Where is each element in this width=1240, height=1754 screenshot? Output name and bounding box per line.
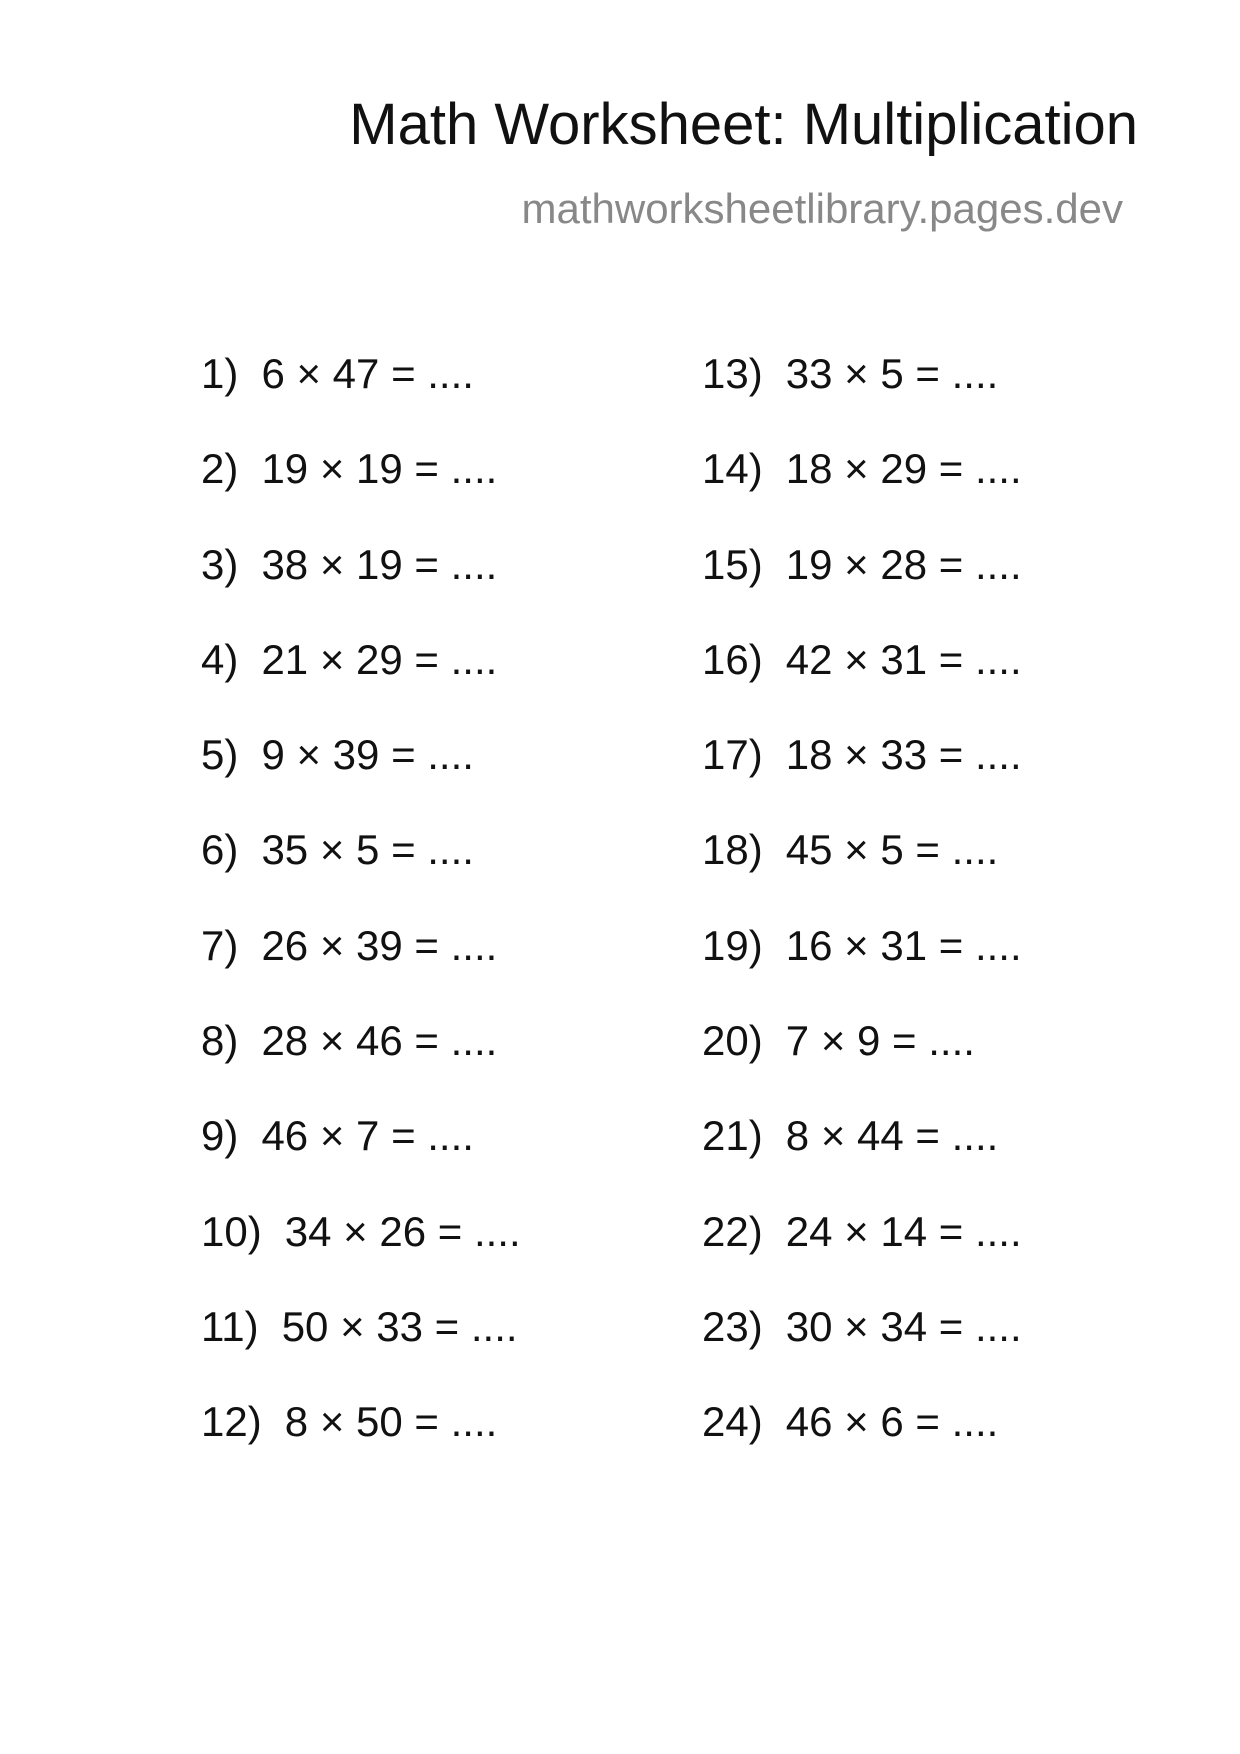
problem-expression: 45 × 5 = ....	[785, 826, 999, 874]
problem-item	[702, 540, 1182, 639]
problem-expression: 42 × 31 = ....	[785, 635, 1022, 683]
problem-item	[702, 1112, 1182, 1210]
problem-expression: 19 × 28 = ....	[785, 540, 1022, 588]
problem-item	[702, 635, 1182, 734]
problem-column-left	[201, 350, 681, 1497]
problem-expression: 6 × 47 = ....	[261, 350, 474, 397]
problem-item	[702, 826, 1182, 924]
problem-item	[702, 350, 1182, 448]
problem-expression: 18 × 29 = ....	[785, 445, 1022, 493]
problem-number: 20)	[702, 1017, 763, 1065]
problem-number: 3)	[201, 540, 239, 588]
problem-item	[201, 731, 681, 829]
problem-item	[702, 445, 1182, 543]
problem-expression: 33 × 5 = ....	[785, 350, 999, 397]
problem-number: 21)	[702, 1112, 763, 1160]
problem-item	[201, 921, 681, 1020]
problem-number: 5)	[201, 731, 239, 779]
problem-number: 6)	[201, 826, 239, 874]
problem-expression: 18 × 33 = ....	[785, 731, 1022, 779]
problem-number: 2)	[201, 445, 239, 493]
problem-item	[702, 1207, 1182, 1306]
problem-item	[702, 921, 1182, 1020]
problem-item	[702, 1302, 1182, 1401]
problem-item	[201, 1112, 681, 1210]
problem-number: 23)	[702, 1302, 763, 1350]
problem-expression: 34 × 26 = ....	[284, 1207, 521, 1255]
problem-item	[201, 1207, 681, 1306]
problem-item	[201, 826, 681, 924]
problem-number: 13)	[702, 350, 763, 397]
problem-number: 11)	[201, 1302, 259, 1350]
problem-item	[702, 731, 1182, 829]
problem-item	[702, 1398, 1182, 1496]
problem-item	[201, 445, 681, 543]
problem-expression: 38 × 19 = ....	[261, 540, 498, 588]
worksheet-source: mathworksheetlibrary.pages.dev	[521, 185, 1123, 232]
problem-number: 18)	[702, 826, 763, 874]
problem-expression: 35 × 5 = ....	[261, 826, 474, 874]
problem-expression: 8 × 50 = ....	[284, 1398, 498, 1446]
problem-number: 19)	[702, 921, 763, 969]
problem-item	[201, 1017, 681, 1115]
problem-expression: 8 × 44 = ....	[785, 1112, 999, 1160]
problem-expression: 50 × 33 = ....	[281, 1302, 518, 1350]
problem-expression: 30 × 34 = ....	[785, 1302, 1022, 1350]
problem-expression: 21 × 29 = ....	[261, 635, 498, 683]
problem-item	[201, 1302, 681, 1401]
problem-item	[201, 540, 681, 639]
problem-number: 17)	[702, 731, 763, 779]
problem-number: 7)	[201, 921, 239, 969]
problem-expression: 16 × 31 = ....	[785, 921, 1022, 969]
problem-number: 8)	[201, 1017, 239, 1065]
problem-expression: 46 × 7 = ....	[261, 1112, 474, 1160]
problem-expression: 24 × 14 = ....	[785, 1207, 1022, 1255]
worksheet-title: Math Worksheet: Multiplication	[349, 92, 1138, 157]
problem-expression: 46 × 6 = ....	[785, 1398, 999, 1446]
problem-number: 22)	[702, 1207, 763, 1255]
problem-number: 24)	[702, 1398, 763, 1446]
problem-item	[201, 350, 681, 448]
problem-number: 16)	[702, 635, 763, 683]
problem-item	[201, 1398, 681, 1496]
problem-number: 9)	[201, 1112, 239, 1160]
problem-item	[201, 635, 681, 734]
problem-item	[702, 1017, 1182, 1115]
problem-column-right	[702, 350, 1182, 1497]
problem-number: 10)	[201, 1207, 262, 1255]
problem-number: 15)	[702, 540, 763, 588]
problem-number: 14)	[702, 445, 763, 493]
problem-expression: 28 × 46 = ....	[261, 1017, 498, 1065]
problem-number: 1)	[201, 350, 239, 397]
problem-expression: 9 × 39 = ....	[261, 731, 474, 779]
problem-expression: 7 × 9 = ....	[785, 1017, 975, 1065]
problem-expression: 19 × 19 = ....	[261, 445, 498, 493]
problem-number: 12)	[201, 1398, 262, 1446]
problem-number: 4)	[201, 635, 239, 683]
problem-expression: 26 × 39 = ....	[261, 921, 498, 969]
